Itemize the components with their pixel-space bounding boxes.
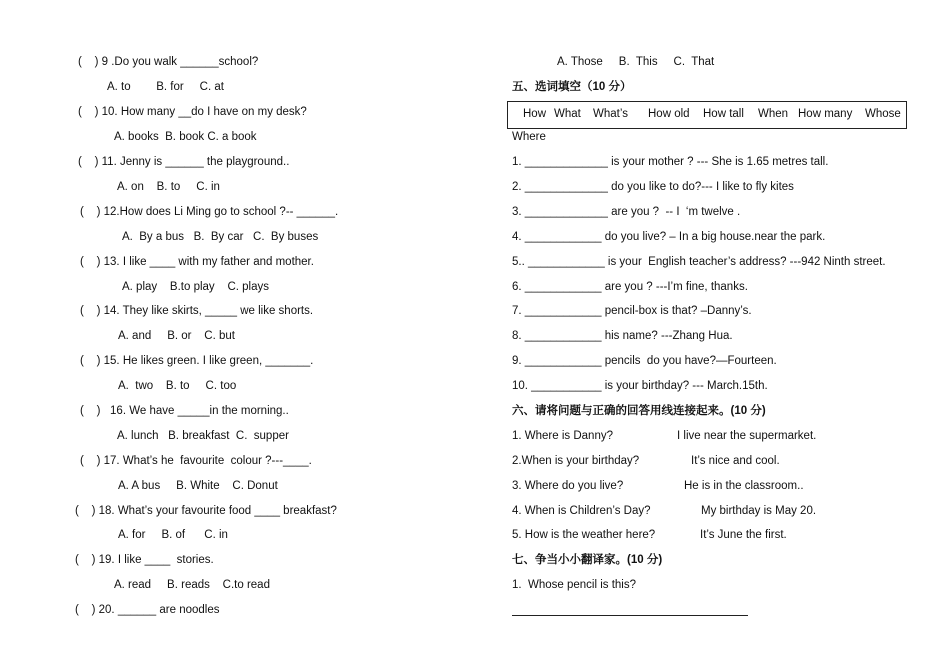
- question-18-stem: ( ) 18. What’s your favourite food ____ breakfast?: [75, 505, 337, 517]
- question-16-stem: ( ) 16. We have _____in the morning..: [80, 405, 289, 417]
- translate-question-1: 1. Whose pencil is this?: [512, 579, 637, 591]
- question-14-options: A. and B. or C. but: [118, 330, 235, 342]
- match-question-2: 2.When is your birthday?: [512, 455, 640, 467]
- fill-line-3: 3. _____________ are you ? -- I ‘m twelve .: [512, 206, 741, 218]
- fill-line-10: 10. ___________ is your birthday? --- March.15th.: [512, 380, 768, 392]
- question-15-stem: ( ) 15. He likes green. I like green, _______.: [80, 355, 314, 367]
- question-13-stem: ( ) 13. I like ____ with my father and mother.: [80, 256, 314, 268]
- question-15-options: A. two B. to C. too: [118, 380, 237, 392]
- fill-line-1: 1. _____________ is your mother ? --- She is 1.65 metres tall.: [512, 156, 829, 168]
- word-bank-box: [507, 101, 907, 129]
- word-bank-item: How many: [798, 108, 853, 120]
- question-14-stem: ( ) 14. They like skirts, _____ we like shorts.: [80, 305, 314, 317]
- fill-line-7: 7. ____________ pencil-box is that? –Danny’s.: [512, 305, 752, 317]
- answer-line: [512, 615, 748, 616]
- question-19-stem: ( ) 19. I like ____ stories.: [75, 554, 214, 566]
- fill-line-5: 5.. ____________ is your English teacher’s address? ---942 Ninth street.: [512, 256, 886, 268]
- word-bank-item: When: [758, 108, 789, 120]
- section-6-title: 六、请将问题与正确的回答用线连接起来。(10 分): [512, 405, 766, 417]
- question-12-options: A. By a bus B. By car C. By buses: [122, 231, 319, 243]
- question-9-options: A. to B. for C. at: [107, 81, 224, 93]
- match-answer-2: It’s nice and cool.: [691, 455, 780, 467]
- fill-line-9: 9. ____________ pencils do you have?—Fourteen.: [512, 355, 777, 367]
- match-question-5: 5. How is the weather here?: [512, 529, 656, 541]
- question-10-options: A. books B. book C. a book: [114, 131, 257, 143]
- question-20-stem: ( ) 20. ______ are noodles: [75, 604, 220, 616]
- match-question-1: 1. Where is Danny?: [512, 430, 613, 442]
- question-18-options: A. for B. of C. in: [118, 529, 228, 541]
- question-20-options: A. Those B. This C. That: [557, 56, 715, 68]
- word-bank-item: How: [523, 108, 547, 120]
- fill-line-4: 4. ____________ do you live? – In a big house.near the park.: [512, 231, 826, 243]
- match-answer-1: I live near the supermarket.: [677, 430, 817, 442]
- question-9-stem: ( ) 9 .Do you walk ______school?: [78, 56, 259, 68]
- match-answer-5: It’s June the first.: [700, 529, 787, 541]
- word-bank-item-wrapped: Where: [512, 131, 546, 143]
- question-11-options: A. on B. to C. in: [117, 181, 220, 193]
- match-question-3: 3. Where do you live?: [512, 480, 624, 492]
- word-bank-item: What: [554, 108, 581, 120]
- question-17-options: A. A bus B. White C. Donut: [118, 480, 278, 492]
- question-11-stem: ( ) 11. Jenny is ______ the playground..: [78, 156, 290, 168]
- match-answer-4: My birthday is May 20.: [701, 505, 817, 517]
- fill-line-8: 8. ____________ his name? ---Zhang Hua.: [512, 330, 733, 342]
- word-bank-item: How old: [648, 108, 690, 120]
- match-answer-3: He is in the classroom..: [684, 480, 804, 492]
- question-13-options: A. play B.to play C. plays: [122, 281, 270, 293]
- word-bank-item: How tall: [703, 108, 744, 120]
- fill-line-6: 6. ____________ are you ? ---I’m fine, thanks.: [512, 281, 748, 293]
- question-19-options: A. read B. reads C.to read: [114, 579, 270, 591]
- match-question-4: 4. When is Children’s Day?: [512, 505, 651, 517]
- question-17-stem: ( ) 17. What’s he favourite colour ?---____.: [80, 455, 312, 467]
- word-bank-item: What’s: [593, 108, 628, 120]
- question-10-stem: ( ) 10. How many __do I have on my desk?: [78, 106, 307, 118]
- section-5-title: 五、选词填空（10 分）: [512, 81, 632, 93]
- section-7-title: 七、争当小小翻译家。(10 分): [512, 554, 663, 566]
- question-16-options: A. lunch B. breakfast C. supper: [117, 430, 289, 442]
- question-12-stem: ( ) 12.How does Li Ming go to school ?-- ______.: [80, 206, 339, 218]
- word-bank-item: Whose: [865, 108, 901, 120]
- fill-line-2: 2. _____________ do you like to do?--- I like to fly kites: [512, 181, 794, 193]
